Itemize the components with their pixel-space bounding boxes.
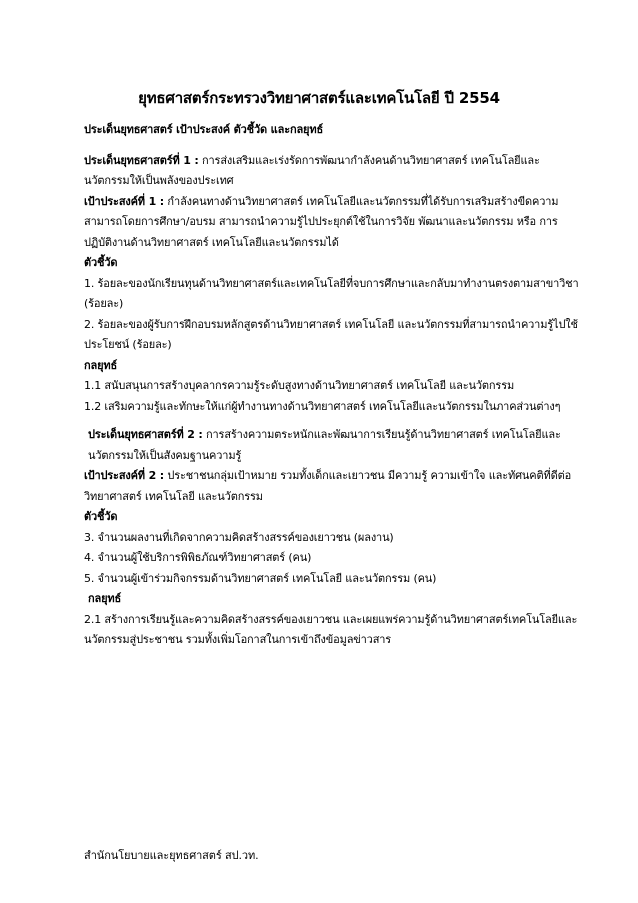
strategy-heading-2: กลยุทธ์ xyxy=(88,592,122,605)
page-footer: สำนักนโยบายและยุทธศาสตร์ สป.วท. xyxy=(84,849,259,862)
page-title: ยุทธศาสตร์กระทรวงวิทยาศาสตร์และเทคโนโลยี ปี 2554 xyxy=(138,89,500,107)
strategic-issue-2 xyxy=(84,425,584,466)
indicator-heading-1: ตัวชี้วัด xyxy=(84,256,118,269)
document-body xyxy=(84,120,584,651)
issue-2-label: ประเด็นยุทธศาสตร์ที่ 2 : xyxy=(88,428,203,441)
strategy-item: 2.1 สร้างการเรียนรู้และความคิดสร้างสรรค์ของเยาวชน และเผยแพร่ความรู้ด้านวิทยาศาสตร์เทคโนโลยีและนวัตกรรมสู่ประชาชน รวมทั้งเพิ่มโอกาสในการเข้าถึงข้อมูลข่าวสาร xyxy=(84,612,578,646)
goal-1-label: เป้าประสงค์ที่ 1 : xyxy=(84,194,165,208)
indicator-item: 2. ร้อยละของผู้รับการฝึกอบรมหลักสูตรด้านวิทยาศาสตร์ เทคโนโลยี และนวัตกรรมที่สามารถนำความรู้ไปใช้ประโยชน์ (ร้อยละ) xyxy=(84,317,578,351)
strategy-heading-1: กลยุทธ์ xyxy=(84,358,118,372)
indicator-item: 4. จำนวนผู้ใช้บริการพิพิธภัณฑ์วิทยาศาสตร์ (คน) xyxy=(84,551,312,564)
goal-1 xyxy=(84,192,584,254)
indicator-item: 1. ร้อยละของนักเรียนทุนด้านวิทยาศาสตร์และเทคโนโลยีที่จบการศึกษาและกลับมาทำงานตรงตามสาขาวิชา (ร้อยละ) xyxy=(84,276,579,310)
indicator-heading-2: ตัวชี้วัด xyxy=(84,510,118,523)
strategy-item: 1.2 เสริมความรู้และทักษะให้แก่ผู้ทำงานทางด้านวิทยาศาสตร์ เทคโนโลยีและนวัตกรรมในภาคส่วนต่างๆ xyxy=(84,399,561,413)
issue-2-text: การสร้างความตระหนักและพัฒนาการเรียนรู้ด้านวิทยาศาสตร์ เทคโนโลยีและนวัตกรรมให้เป็นสังคมฐานความรู้ xyxy=(88,428,561,462)
goal-2 xyxy=(84,466,584,507)
goal-1-text: กำลังคนทางด้านวิทยาศาสตร์ เทคโนโลยีและนวัตกรรมที่ได้รับการเสริมสร้างขีดความสามารถโดยการศึกษา/อบรม สามารถนำความรู้ไปประยุกต์ใช้ในการวิจัย พัฒนาและนวัตกรรม หรือ การปฏิบัติงานด้านวิทยาศาสตร์ เทคโนโลยีและนวัตกรรมได้ xyxy=(84,194,559,249)
issue-1-label: ประเด็นยุทธศาสตร์ที่ 1 : xyxy=(84,153,199,167)
indicator-item: 3. จำนวนผลงานที่เกิดจากความคิดสร้างสรรค์ของเยาวชน (ผลงาน) xyxy=(84,530,394,544)
strategy-item: 1.1 สนับสนุนการสร้างบุคลากรความรู้ระดับสูงทางด้านวิทยาศาสตร์ เทคโนโลยี และนวัตกรรม xyxy=(84,379,515,392)
goal-2-text: ประชาชนกลุ่มเป้าหมาย รวมทั้งเด็กและเยาวชน มีความรู้ ความเข้าใจ และทัศนคติที่ดีต่อวิทยาศาสตร์ เทคโนโลยี และนวัตกรรม xyxy=(84,469,572,503)
goal-2-label: เป้าประสงค์ที่ 2 : xyxy=(84,469,165,482)
indicator-item: 5. จำนวนผู้เข้าร่วมกิจกรรมด้านวิทยาศาสตร์ เทคโนโลยี และนวัตกรรม (คน) xyxy=(84,571,437,585)
issue-1-text: การส่งเสริมและเร่งรัดการพัฒนากำลังคนด้านวิทยาศาสตร์ เทคโนโลยีและนวัตกรรมให้เป็นพลังของประเทศ xyxy=(84,153,540,187)
strategic-issue-1 xyxy=(84,151,584,192)
subtitle: ประเด็นยุทธศาสตร์ เป้าประสงค์ ตัวชี้วัด และกลยุทธ์ xyxy=(84,123,324,136)
